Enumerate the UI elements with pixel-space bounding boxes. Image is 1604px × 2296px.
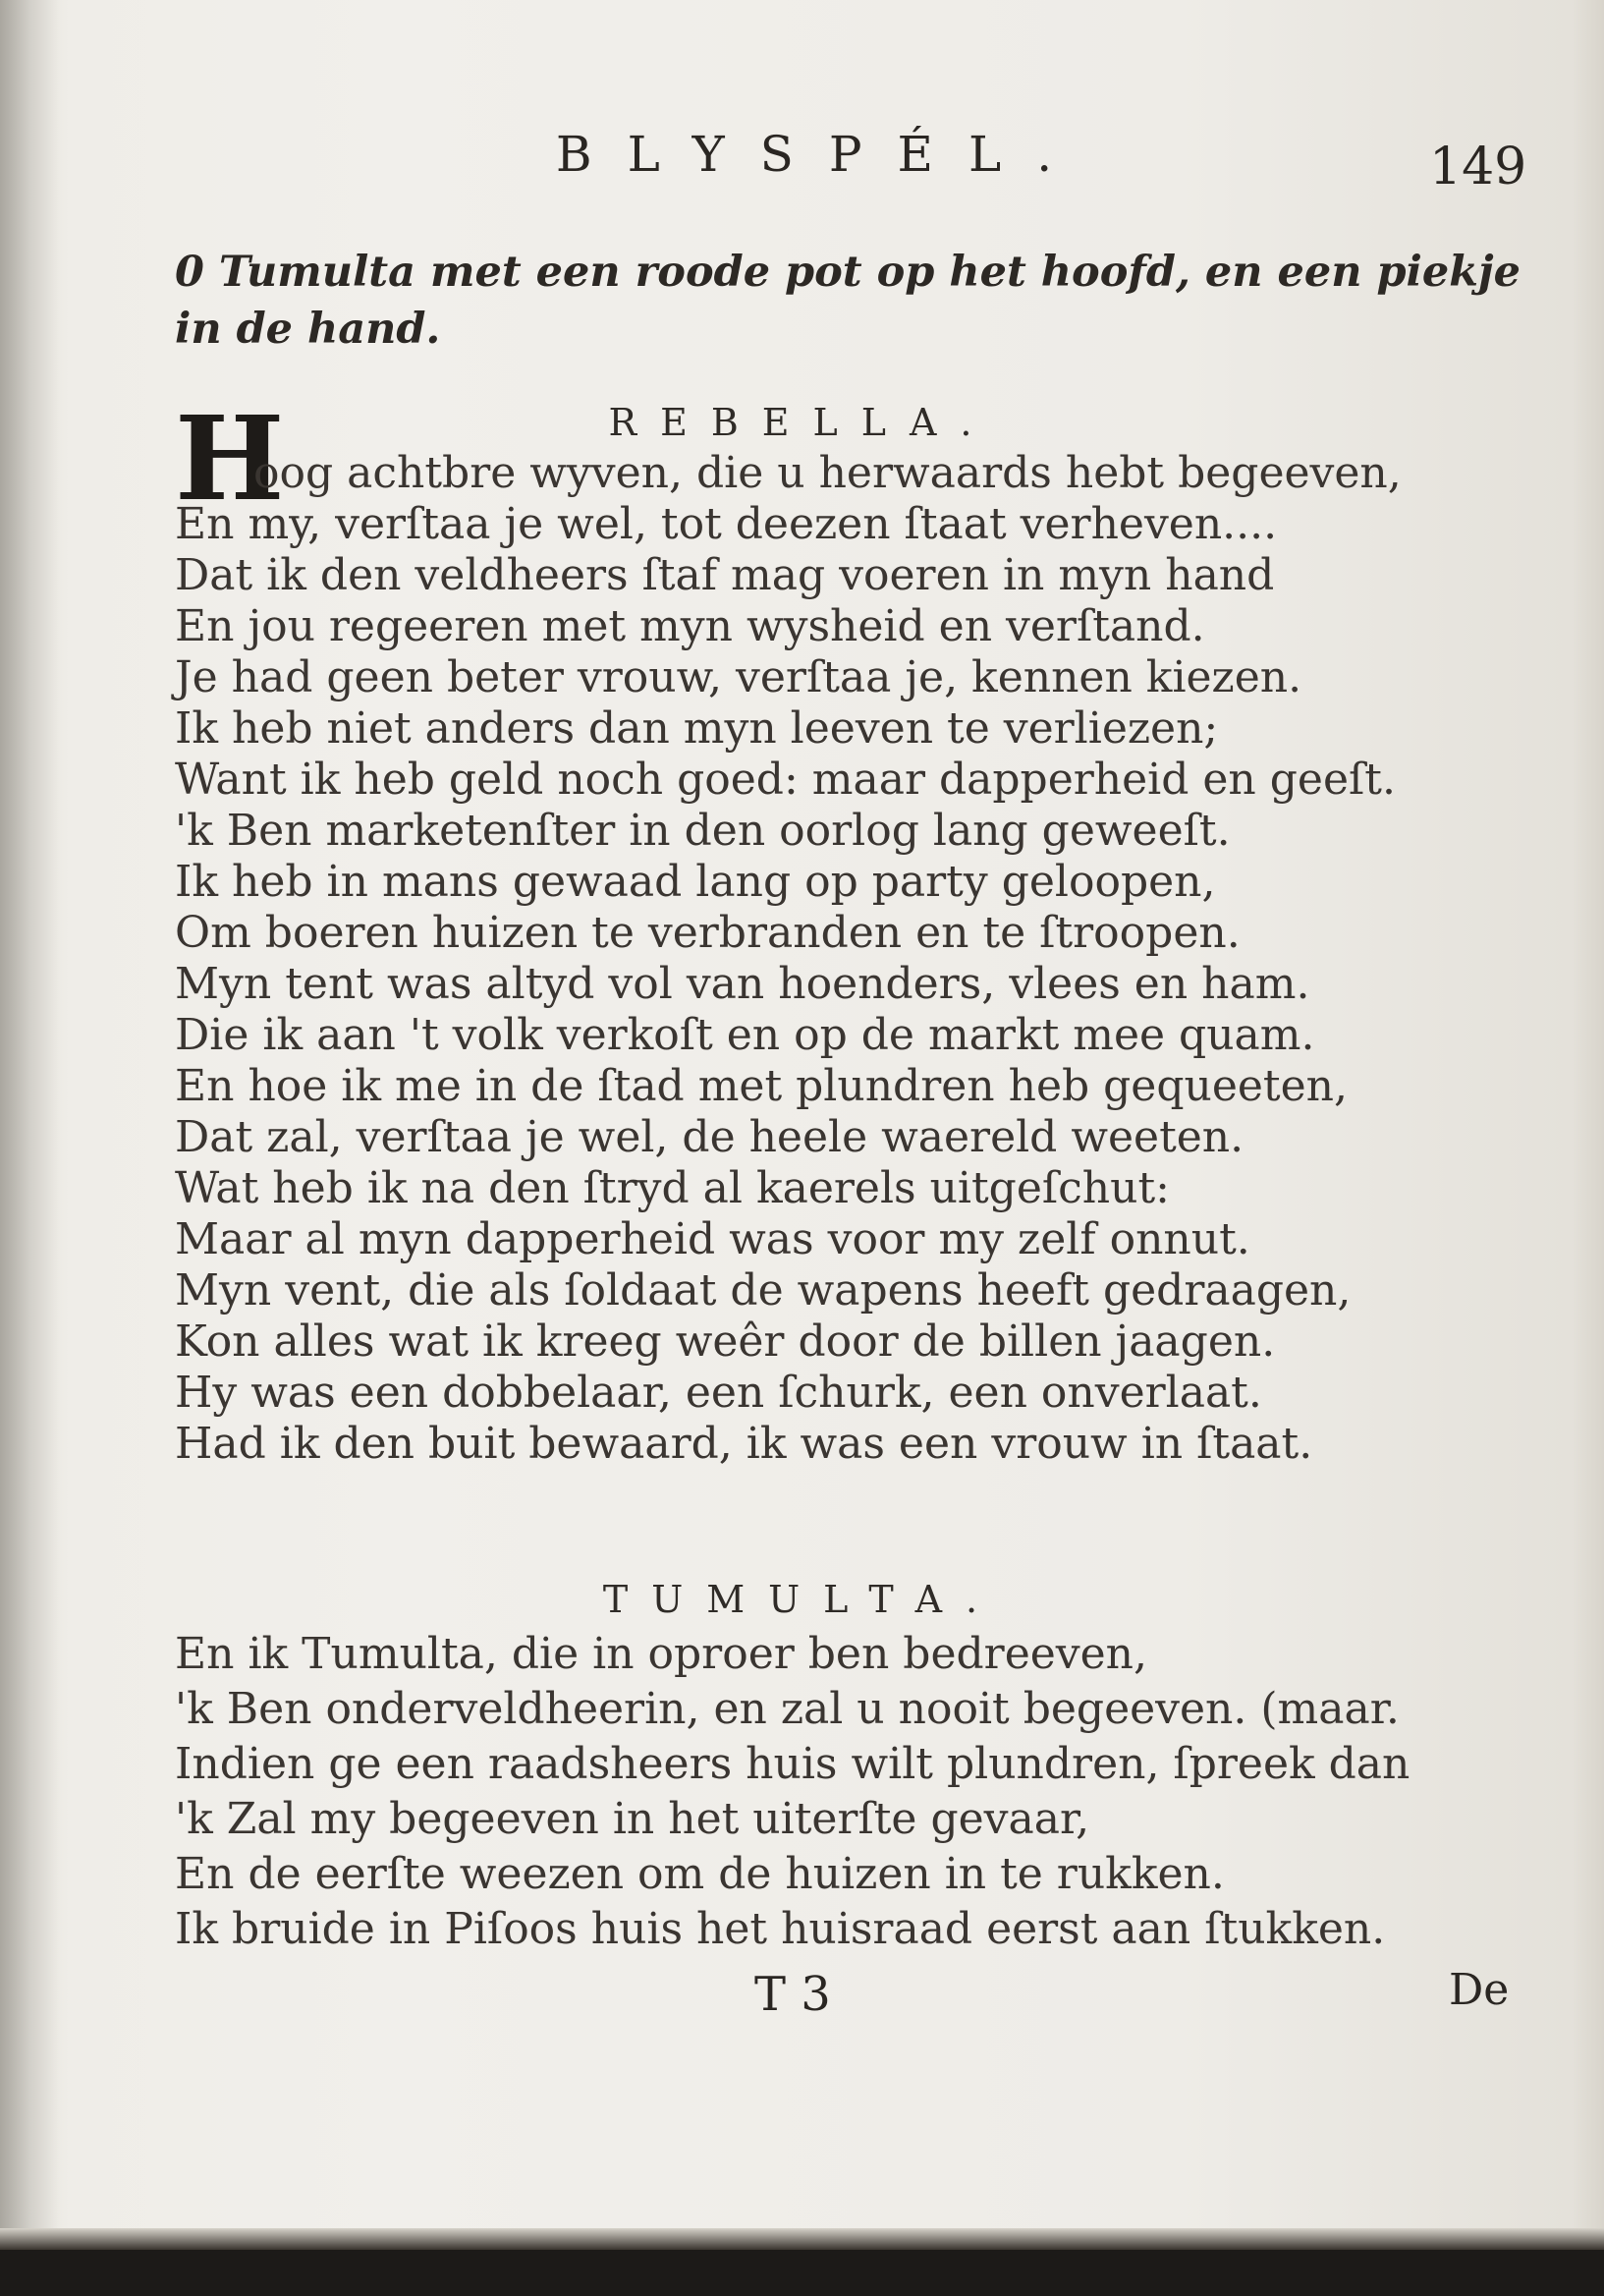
- speaker-tumulta: TUMULTA.: [602, 1578, 1002, 1621]
- verse-line: En jou regeeren met myn wysheid en verſtand.: [175, 601, 1205, 651]
- verse-line: En ik Tumulta, die in oproer ben bedreeven,: [175, 1629, 1147, 1679]
- verse-line: Ik heb in mans gewaad lang op party geloopen,: [175, 857, 1216, 907]
- verse-line: Want ik heb geld noch goed: maar dapperheid en geeſt.: [175, 755, 1396, 805]
- verse-line: En de eerſte weezen om de huizen in te rukken.: [175, 1849, 1225, 1899]
- stage-direction: 0 Tumulta met een roode pot op het hoofd, en een piekje in de hand.: [175, 248, 1521, 354]
- speaker-rebella: REBELLA.: [608, 401, 996, 444]
- verse-line: oog achtbre wyven, die u herwaards hebt begeeven,: [253, 448, 1402, 498]
- page-number: 149: [1429, 138, 1527, 196]
- verse-line: Dat zal, verſtaa je wel, de heele waereld weeten.: [175, 1112, 1244, 1162]
- verse-line: 'k Ben onderveldheerin, en zal u nooit begeeven. (maar.: [175, 1684, 1400, 1734]
- verse-line: Indien ge een raadsheers huis wilt plundren, ſpreek dan: [175, 1739, 1410, 1789]
- page-bottom-edge: [0, 2228, 1604, 2250]
- verse-line: Dat ik den veldheers ſtaf mag voeren in myn hand: [175, 550, 1275, 600]
- verse-line: 'k Zal my begeeven in het uiterſte gevaar,: [175, 1794, 1090, 1844]
- verse-line: Ik bruide in Piſoos huis het huisraad eerst aan ſtukken.: [175, 1904, 1386, 1954]
- verse-line: Maar al myn dapperheid was voor my zelf onnut.: [175, 1214, 1250, 1264]
- verse-line: Ik heb niet anders dan myn leeven te verliezen;: [175, 703, 1219, 754]
- verse-line: En hoe ik me in de ſtad met plundren heb gequeeten,: [175, 1061, 1348, 1111]
- catchword: De: [1449, 1965, 1510, 2015]
- drop-cap: H: [175, 390, 285, 527]
- verse-line: Myn tent was altyd vol van hoenders, vlees en ham.: [175, 959, 1310, 1009]
- verse-line: Kon alles wat ik kreeg weêr door de billen jaagen.: [175, 1316, 1276, 1367]
- running-head: BLYSPÉL.: [555, 126, 1088, 183]
- verse-line: En my, verſtaa je wel, tot deezen ſtaat verheven....: [175, 499, 1278, 549]
- gutter-shadow: [0, 0, 59, 2250]
- verse-line: Je had geen beter vrouw, verſtaa je, kennen kiezen.: [175, 652, 1302, 702]
- verse-line: Die ik aan 't volk verkoſt en op de markt mee quam.: [175, 1010, 1315, 1060]
- verse-line: Myn vent, die als ſoldaat de wapens heeft gedraagen,: [175, 1265, 1352, 1316]
- verse-line: 'k Ben marketenſter in den oorlog lang geweeſt.: [175, 806, 1231, 856]
- signature-mark: T 3: [754, 1967, 831, 2022]
- verse-line: Had ik den buit bewaard, ik was een vrouw in ſtaat.: [175, 1419, 1313, 1469]
- verse-line: Hy was een dobbelaar, een ſchurk, een onverlaat.: [175, 1368, 1262, 1418]
- verse-line: Wat heb ik na den ſtryd al kaerels uitgeſchut:: [175, 1163, 1170, 1213]
- verse-line: Om boeren huizen te verbranden en te ſtroopen.: [175, 908, 1241, 958]
